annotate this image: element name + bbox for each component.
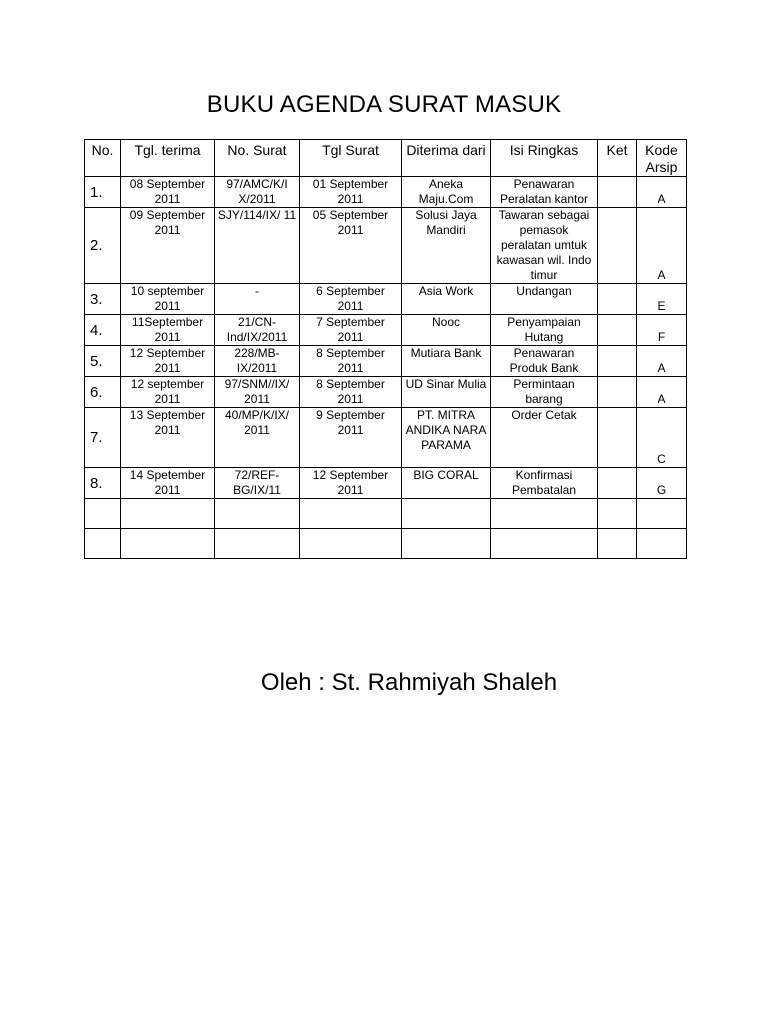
header-no-surat: No. Surat — [215, 140, 300, 177]
cell-no-surat: 97/SNM//IX/ 2011 — [215, 377, 300, 408]
cell-diterima-dari: Mutiara Bank — [402, 346, 491, 377]
cell-no — [85, 499, 121, 529]
cell-tgl-surat: 6 September 2011 — [300, 284, 402, 315]
cell-tgl-terima: 14 Spetember 2011 — [121, 468, 215, 499]
header-no: No. — [85, 140, 121, 177]
cell-no: 6. — [85, 377, 121, 408]
cell-ket — [598, 315, 637, 346]
cell-tgl-surat: 7 September 2011 — [300, 315, 402, 346]
header-tgl-surat: Tgl Surat — [300, 140, 402, 177]
cell-no-surat: 72/REF-BG/IX/11 — [215, 468, 300, 499]
header-ket: Ket — [598, 140, 637, 177]
cell-no-surat: 40/MP/K/IX/ 2011 — [215, 408, 300, 468]
table-header-row — [85, 140, 687, 177]
cell-kode-arsip — [637, 499, 687, 529]
cell-diterima-dari: BIG CORAL — [402, 468, 491, 499]
agenda-table — [84, 139, 687, 559]
cell-kode-arsip: A — [637, 208, 687, 284]
cell-kode-arsip: A — [637, 377, 687, 408]
header-diterima-dari: Diterima dari — [402, 140, 491, 177]
cell-isi-ringkas: Undangan — [491, 284, 598, 315]
table-row — [85, 468, 687, 499]
cell-tgl-surat: 8 September 2011 — [300, 346, 402, 377]
cell-isi-ringkas: Konfirmasi Pembatalan — [491, 468, 598, 499]
cell-no — [85, 529, 121, 559]
table-row — [85, 208, 687, 284]
table-row — [85, 284, 687, 315]
cell-diterima-dari: PT. MITRA ANDIKA NARA PARAMA — [402, 408, 491, 468]
cell-tgl-surat: 01 September 2011 — [300, 177, 402, 208]
table-row — [85, 408, 687, 468]
header-kode-arsip: Kode Arsip — [637, 140, 687, 177]
cell-diterima-dari: Asia Work — [402, 284, 491, 315]
table-row — [85, 377, 687, 408]
cell-no: 5. — [85, 346, 121, 377]
cell-tgl-terima: 10 september 2011 — [121, 284, 215, 315]
cell-no-surat: 228/MB-IX/2011 — [215, 346, 300, 377]
cell-no: 1. — [85, 177, 121, 208]
cell-isi-ringkas: Penawaran Peralatan kantor — [491, 177, 598, 208]
cell-diterima-dari: Nooc — [402, 315, 491, 346]
cell-tgl-surat: 12 September 2011 — [300, 468, 402, 499]
table-row — [85, 346, 687, 377]
table-body — [85, 177, 687, 559]
cell-kode-arsip: F — [637, 315, 687, 346]
cell-diterima-dari — [402, 499, 491, 529]
table-row — [85, 529, 687, 559]
cell-isi-ringkas: Penawaran Produk Bank — [491, 346, 598, 377]
cell-tgl-terima: 08 September 2011 — [121, 177, 215, 208]
cell-no: 2. — [85, 208, 121, 284]
cell-ket — [598, 408, 637, 468]
cell-no: 3. — [85, 284, 121, 315]
cell-tgl-terima — [121, 499, 215, 529]
table-row — [85, 315, 687, 346]
cell-kode-arsip: C — [637, 408, 687, 468]
cell-ket — [598, 529, 637, 559]
cell-no: 7. — [85, 408, 121, 468]
author-text: Oleh : St. Rahmiyah Shaleh — [260, 669, 558, 696]
cell-kode-arsip: G — [637, 468, 687, 499]
cell-no: 8. — [85, 468, 121, 499]
cell-ket — [598, 284, 637, 315]
cell-tgl-terima: 12 september 2011 — [121, 377, 215, 408]
cell-ket — [598, 346, 637, 377]
cell-tgl-terima: 13 September 2011 — [121, 408, 215, 468]
cell-diterima-dari: Solusi Jaya Mandiri — [402, 208, 491, 284]
cell-diterima-dari: UD Sinar Mulia — [402, 377, 491, 408]
cell-isi-ringkas: Order Cetak — [491, 408, 598, 468]
cell-kode-arsip — [637, 529, 687, 559]
cell-ket — [598, 177, 637, 208]
cell-isi-ringkas — [491, 499, 598, 529]
cell-no-surat — [215, 529, 300, 559]
cell-ket — [598, 499, 637, 529]
cell-no-surat — [215, 499, 300, 529]
cell-isi-ringkas: Permintaan barang — [491, 377, 598, 408]
cell-tgl-surat — [300, 529, 402, 559]
cell-tgl-surat — [300, 499, 402, 529]
cell-diterima-dari — [402, 529, 491, 559]
cell-kode-arsip: A — [637, 346, 687, 377]
header-tgl-terima: Tgl. terima — [121, 140, 215, 177]
cell-ket — [598, 208, 637, 284]
cell-no-surat: 97/AMC/K/I X/2011 — [215, 177, 300, 208]
cell-ket — [598, 468, 637, 499]
cell-no-surat: SJY/114/IX/ 11 — [215, 208, 300, 284]
cell-tgl-terima — [121, 529, 215, 559]
cell-no: 4. — [85, 315, 121, 346]
header-isi-ringkas: Isi Ringkas — [491, 140, 598, 177]
cell-no-surat: - — [215, 284, 300, 315]
cell-tgl-terima: 09 September 2011 — [121, 208, 215, 284]
cell-kode-arsip: E — [637, 284, 687, 315]
page-title: BUKU AGENDA SURAT MASUK — [206, 91, 562, 118]
table-row — [85, 499, 687, 529]
cell-isi-ringkas: Tawaran sebagai pemasok peralatan umtuk kawasan wil. Indo timur — [491, 208, 598, 284]
cell-isi-ringkas — [491, 529, 598, 559]
cell-isi-ringkas: Penyampaian Hutang — [491, 315, 598, 346]
cell-tgl-surat: 05 September 2011 — [300, 208, 402, 284]
cell-no-surat: 21/CN-Ind/IX/2011 — [215, 315, 300, 346]
table-row — [85, 177, 687, 208]
cell-kode-arsip: A — [637, 177, 687, 208]
cell-tgl-surat: 8 September 2011 — [300, 377, 402, 408]
cell-tgl-surat: 9 September 2011 — [300, 408, 402, 468]
cell-ket — [598, 377, 637, 408]
cell-tgl-terima: 12 September 2011 — [121, 346, 215, 377]
cell-diterima-dari: Aneka Maju.Com — [402, 177, 491, 208]
cell-tgl-terima: 11September 2011 — [121, 315, 215, 346]
